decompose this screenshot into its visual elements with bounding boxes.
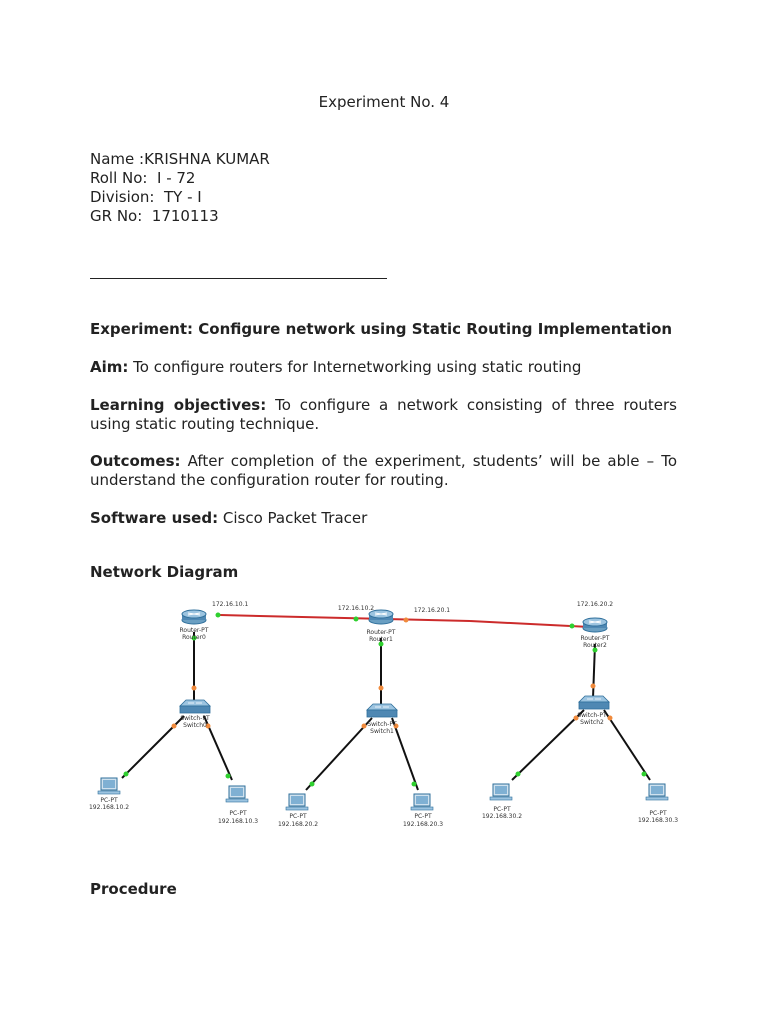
pc0-type: PC-PT	[100, 797, 118, 804]
pc1-type: PC-PT	[229, 810, 247, 817]
router2[interactable]	[583, 618, 607, 632]
switch1-type: Switch-PT	[367, 721, 397, 728]
switch0-name: Switch0	[183, 722, 207, 729]
router0-name: Router0	[182, 634, 206, 641]
pc4-type: PC-PT	[493, 806, 511, 813]
software-label: Software used:	[90, 509, 219, 527]
separator-line	[90, 278, 387, 279]
objectives-paragraph	[90, 396, 677, 434]
aim-text: To configure routers for Internetworking using static routing	[128, 358, 582, 376]
router1-ip2: 172.16.20.1	[413, 607, 451, 614]
router1-ip: 172.16.10.2	[337, 605, 375, 612]
router2-ip: 172.16.20.2	[576, 601, 614, 608]
document-title: Experiment No. 4	[318, 93, 450, 111]
link-switch2-pc5	[604, 710, 650, 780]
network-diagram-heading: Network Diagram	[90, 563, 239, 581]
procedure-heading: Procedure	[90, 880, 177, 898]
router0[interactable]	[182, 610, 206, 624]
switch2-type: Switch-PT	[577, 712, 607, 719]
experiment-text: Configure network using Static Routing Implementation	[198, 320, 673, 338]
router0-type: Router-PT	[179, 627, 209, 634]
router2-type: Router-PT	[580, 635, 610, 642]
network-diagram	[88, 592, 684, 832]
software-line	[90, 509, 677, 528]
pc4-ip: 192.168.30.2	[481, 813, 523, 820]
objectives-label: Learning objectives:	[90, 396, 267, 414]
aim-line	[90, 358, 677, 377]
switch1-name: Switch1	[370, 728, 394, 735]
pc4[interactable]	[490, 784, 512, 800]
outcomes-label: Outcomes:	[90, 452, 181, 470]
pc0[interactable]	[98, 778, 120, 794]
software-text: Cisco Packet Tracer	[218, 509, 368, 527]
link-router0-router1	[220, 615, 470, 621]
student-info	[90, 150, 270, 226]
pc3-type: PC-PT	[414, 813, 432, 820]
pc2-type: PC-PT	[289, 813, 307, 820]
switch2-name: Switch2	[580, 719, 604, 726]
pc1-ip: 192.168.10.3	[217, 818, 259, 825]
student-roll: Roll No: I - 72	[90, 169, 196, 187]
pc0-ip: 192.168.10.2	[88, 804, 130, 811]
student-gr: GR No: 1710113	[90, 207, 219, 225]
pc3-ip: 192.168.20.3	[402, 821, 444, 828]
pc3[interactable]	[411, 794, 433, 810]
router1[interactable]	[369, 610, 393, 624]
experiment-label: Experiment:	[90, 320, 199, 338]
pc2-ip: 192.168.20.2	[277, 821, 319, 828]
router0-ip: 172.16.10.1	[212, 601, 249, 608]
student-name: Name :KRISHNA KUMAR	[90, 150, 270, 168]
link-switch2-pc4	[512, 710, 584, 780]
link-switch1-pc2	[306, 718, 372, 790]
pc2[interactable]	[286, 794, 308, 810]
switch0-type: Switch-PT	[180, 715, 210, 722]
switch0[interactable]	[180, 700, 210, 713]
pc5[interactable]	[646, 784, 668, 800]
outcomes-text: After completion of the experiment, students’ will be able – To understand the configuration router for routing.	[90, 452, 677, 489]
pc5-type: PC-PT	[649, 810, 667, 817]
pc1[interactable]	[226, 786, 248, 802]
link-switch1-pc3	[392, 718, 418, 790]
switch1[interactable]	[367, 704, 397, 717]
aim-label: Aim:	[90, 358, 129, 376]
outcomes-paragraph	[90, 452, 677, 490]
router1-type: Router-PT	[366, 629, 396, 636]
router2-name: Router2	[583, 642, 607, 649]
switch2[interactable]	[579, 696, 609, 709]
experiment-line	[90, 320, 677, 339]
pc5-ip: 192.168.30.3	[637, 817, 679, 824]
student-division: Division: TY - I	[90, 188, 202, 206]
router1-name: Router1	[369, 636, 393, 643]
objectives-text: To configure a network consisting of three routers using static routing technique.	[90, 396, 677, 433]
